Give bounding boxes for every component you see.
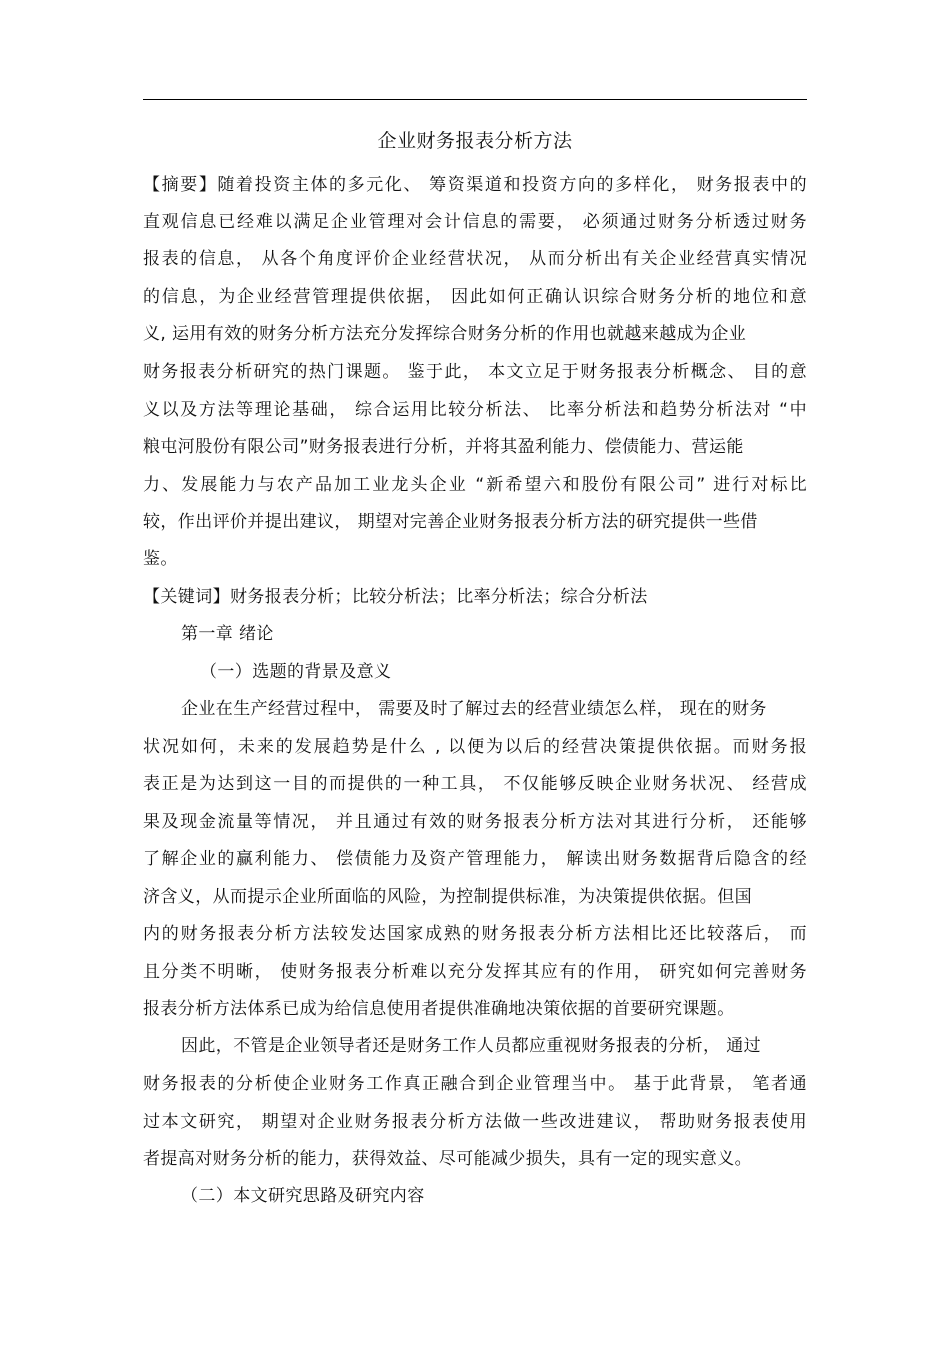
body-line-10: 因此，不管是企业领导者还是财务工作人员都应重视财务报表的分析， 通过 — [181, 1036, 762, 1056]
keywords-line: 【关键词】财务报表分析；比较分析法；比率分析法；综合分析法 — [143, 587, 648, 607]
abstract-line-4: 的信息，为企业经营管理提供依据， 因此如何正确认识综合财务分析的地位和意 — [143, 287, 807, 307]
section-heading-2: （二）本文研究思路及研究内容 — [181, 1186, 425, 1206]
body-line-2: 状况如何，未来的发展趋势是什么 , 以便为以后的经营决策提供依据。而财务报 — [143, 737, 807, 757]
body-line-8: 且分类不明晰， 使财务报表分析难以充分发挥其应有的作用， 研究如何完善财务 — [143, 962, 807, 982]
body-line-1: 企业在生产经营过程中， 需要及时了解过去的经营业绩怎么样， 现在的财务 — [181, 699, 767, 719]
abstract-line-10: 较，作出评价并提出建议， 期望对完善企业财务报表分析方法的研究提供一些借 — [143, 512, 758, 532]
body-line-7: 内的财务报表分析方法较发达国家成熟的财务报表分析方法相比还比较落后， 而 — [143, 924, 807, 944]
body-line-3: 表正是为达到这一目的而提供的一种工具， 不仅能够反映企业财务状况、 经营成 — [143, 774, 807, 794]
body-line-12: 过本文研究， 期望对企业财务报表分析方法做一些改进建议， 帮助财务报表使用 — [143, 1112, 807, 1132]
body-line-5: 了解企业的赢利能力、 偿债能力及资产管理能力， 解读出财务数据背后隐含的经 — [143, 849, 807, 869]
chapter-heading: 第一章 绪论 — [181, 624, 274, 644]
body-line-6: 济含义，从而提示企业所面临的风险，为控制提供标准，为决策提供依据。但国 — [143, 887, 752, 907]
header-rule — [143, 99, 807, 100]
abstract-line-8: 粮屯河股份有限公司”财务报表进行分析，并将其盈利能力、偿债能力、营运能 — [143, 437, 744, 457]
abstract-line-3: 报表的信息， 从各个角度评价企业经营状况， 从而分析出有关企业经营真实情况 — [143, 249, 807, 269]
abstract-line-2: 直观信息已经难以满足企业管理对会计信息的需要， 必须通过财务分析透过财务 — [143, 212, 807, 232]
body-line-13: 者提高对财务分析的能力，获得效益、尽可能减少损失，具有一定的现实意义。 — [143, 1149, 752, 1169]
abstract-line-5: 义, 运用有效的财务分析方法充分发挥综合财务分析的作用也就越来越成为企业 — [143, 324, 747, 344]
abstract-line-6: 财务报表分析研究的热门课题。 鉴于此， 本文立足于财务报表分析概念、 目的意 — [143, 362, 807, 382]
abstract-line-11: 鉴。 — [143, 549, 178, 569]
body-line-11: 财务报表的分析使企业财务工作真正融合到企业管理当中。 基于此背景， 笔者通 — [143, 1074, 807, 1094]
body-line-9: 报表分析方法体系已成为给信息使用者提供准确地决策依据的首要研究课题。 — [143, 999, 735, 1019]
abstract-line-9: 力、发展能力与农产品加工业龙头企业 “新希望六和股份有限公司” 进行对标比 — [143, 475, 807, 495]
abstract-line-1: 【摘要】随着投资主体的多元化、 筹资渠道和投资方向的多样化， 财务报表中的 — [143, 175, 807, 195]
document-title: 企业财务报表分析方法 — [377, 130, 573, 152]
abstract-line-7: 义以及方法等理论基础， 综合运用比较分析法、 比率分析法和趋势分析法对 “中 — [143, 400, 807, 420]
body-line-4: 果及现金流量等情况， 并且通过有效的财务报表分析方法对其进行分析， 还能够 — [143, 812, 807, 832]
section-heading-1: （一）选题的背景及意义 — [200, 662, 392, 682]
